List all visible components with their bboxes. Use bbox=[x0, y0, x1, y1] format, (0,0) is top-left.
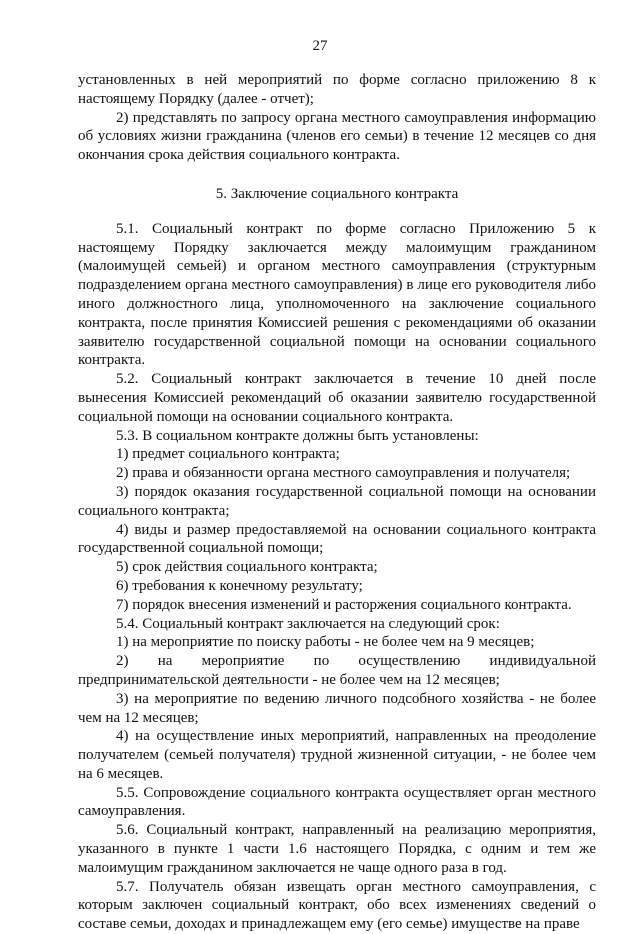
list-item-5-4-2: 2) на мероприятие по осуществлению индивидуальной предпринимательской деятельности - не более чем на 12 месяцев; bbox=[78, 653, 596, 688]
spacer bbox=[78, 165, 596, 185]
list-item-5-4-1: 1) на мероприятие по поиску работы - не более чем на 9 месяцев; bbox=[116, 634, 535, 651]
list-item-5-3-4: 4) виды и размер предоставляемой на основании социального контракта государственной социальной помощи; bbox=[78, 521, 596, 557]
list-item-5-4-3: 3) на мероприятие по ведению личного подсобного хозяйства - не более чем на 12 месяцев; bbox=[78, 690, 596, 726]
list-item-5-3-6: 6) требования к конечному результату; bbox=[116, 577, 363, 594]
paragraph-5-6: 5.6. Социальный контракт, направленный на реализацию мероприятия, указанного в пункте 1 части 1.6 настоящего Порядка, с одним и тем же малоимущим гражданином заключается не чаще одного раза в год. bbox=[78, 822, 596, 876]
list-item-5-3-7: 7) порядок внесения изменений и расторжения социального контракта. bbox=[116, 596, 572, 613]
paragraph-5-2: 5.2. Социальный контракт заключается в течение 10 дней после вынесения Комиссией рекомендаций об оказании заявителю государственной социальной помощи на основании социального контракта. bbox=[78, 371, 596, 425]
paragraph-5-4: 5.4. Социальный контракт заключается на следующий срок: bbox=[116, 615, 500, 632]
paragraph-5-3: 5.3. В социальном контракте должны быть установлены: bbox=[116, 427, 479, 444]
list-item-5-4-4: 4) на осуществление иных мероприятий, направленных на преодоление получателем (семьей получателя) трудной жизненной ситуации, - не более чем на 6 месяцев. bbox=[78, 728, 596, 782]
paragraph-5-7: 5.7. Получатель обязан извещать орган местного самоуправления, с которым заключен социальный контракт, обо всех изменениях сведений о составе семьи, доходах и принадлежащем ему (его семье) имуществе на праве bbox=[78, 878, 596, 933]
list-item-5-3-5: 5) срок действия социального контракта; bbox=[116, 559, 378, 576]
list-item-5-3-2: 2) права и обязанности органа местного самоуправления и получателя; bbox=[116, 465, 571, 482]
paragraph-continuation: установленных в ней мероприятий по форме согласно приложению 8 к настоящему Порядку (далее - отчет); bbox=[78, 72, 596, 107]
paragraph-5-1: 5.1. Социальный контракт по форме согласно Приложению 5 к настоящему Порядку заключается между малоимущим гражданином (малоимущей семьей) и органом местного самоуправления (структурным подразделением органа местного самоуправления) в лице его руководителя либо иного должностного лица, уполномоченного на заключение социального контракта, после принятия Комиссией решения с рекомендациями об оказании заявителю государственной социальной помощи на основании социального контракта. bbox=[78, 220, 596, 369]
spacer bbox=[78, 204, 596, 220]
list-item-5-3-1: 1) предмет социального контракта; bbox=[116, 446, 340, 463]
section-heading: 5. Заключение социального контракта bbox=[215, 185, 459, 202]
list-item-5-3-3: 3) порядок оказания государственной социальной помощи на основании социального контракта; bbox=[78, 483, 596, 519]
paragraph-item-2: 2) представлять по запросу органа местного самоуправления информацию об условиях жизни гражданина (членов его семьи) в течение 12 месяцев со дня окончания срока действия социального контракта. bbox=[78, 109, 596, 164]
paragraph-5-5: 5.5. Сопровождение социального контракта осуществляет орган местного самоуправления. bbox=[78, 784, 596, 820]
page-number: 27 bbox=[312, 38, 328, 54]
document-body bbox=[78, 71, 596, 934]
